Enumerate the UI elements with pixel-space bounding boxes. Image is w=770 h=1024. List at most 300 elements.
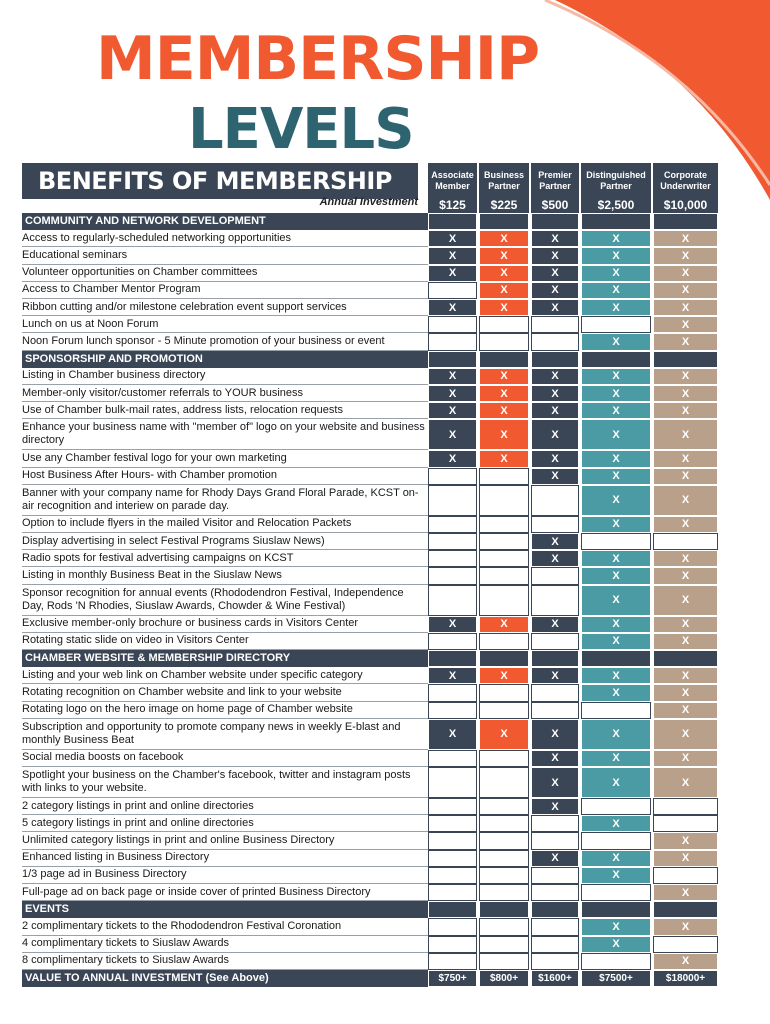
tier-price-3: $2,500 (581, 196, 651, 214)
benefit-row (22, 719, 718, 750)
mark-cell (479, 533, 529, 550)
benefit-label: 2 category listings in print and online directories (22, 798, 428, 815)
benefit-row (22, 767, 718, 798)
mark-cell: X (581, 230, 651, 247)
benefit-label: Unlimited category listings in print and online Business Directory (22, 832, 428, 849)
benefit-label: Option to include flyers in the mailed Visitor and Relocation Packets (22, 516, 428, 533)
mark-cell: X (653, 953, 718, 970)
benefit-label: Access to regularly-scheduled networking opportunities (22, 230, 428, 247)
mark-cell: X (581, 567, 651, 584)
mark-cell (428, 516, 477, 533)
benefit-row (22, 230, 718, 247)
mark-cell (653, 533, 718, 550)
mark-cell (653, 867, 718, 884)
section-cell (581, 213, 651, 230)
benefit-row (22, 316, 718, 333)
mark-cell: X (653, 884, 718, 901)
mark-cell (428, 850, 477, 867)
mark-cell: X (479, 616, 529, 633)
benefit-label: Use of Chamber bulk-mail rates, address lists, relocation requests (22, 402, 428, 419)
mark-cell: X (479, 385, 529, 402)
mark-cell (428, 936, 477, 953)
mark-cell: X (581, 719, 651, 750)
benefit-label: Use any Chamber festival logo for your own marketing (22, 450, 428, 467)
mark-cell (479, 316, 529, 333)
mark-cell (479, 918, 529, 935)
section-cell (428, 901, 477, 918)
mark-cell: X (581, 918, 651, 935)
mark-cell: X (479, 247, 529, 264)
mark-cell: X (581, 633, 651, 650)
mark-cell (531, 567, 579, 584)
title-membership: MEMBERSHIP (96, 24, 540, 94)
benefit-row (22, 385, 718, 402)
mark-cell (428, 550, 477, 567)
mark-cell: X (581, 247, 651, 264)
mark-cell (428, 832, 477, 849)
benefit-row (22, 750, 718, 767)
mark-cell: X (653, 450, 718, 467)
mark-cell (653, 815, 718, 832)
mark-cell: X (479, 265, 529, 282)
mark-cell: X (653, 832, 718, 849)
benefit-row (22, 265, 718, 282)
benefit-label: Listing and your web link on Chamber website under specific category (22, 667, 428, 684)
mark-cell: X (581, 450, 651, 467)
section-label: COMMUNITY AND NETWORK DEVELOPMENT (22, 213, 428, 230)
value-cell: $750+ (428, 970, 477, 987)
benefit-label: Sponsor recognition for annual events (Rhododendron Festival, Independence Day, Rods 'N Rhodies, Siuslaw Awards, Chowder & Wine Festival) (22, 585, 428, 616)
section-row (22, 650, 718, 667)
benefit-row (22, 533, 718, 550)
mark-cell: X (428, 450, 477, 467)
mark-cell: X (531, 750, 579, 767)
mark-cell: X (428, 247, 477, 264)
mark-cell (428, 316, 477, 333)
section-cell (653, 213, 718, 230)
benefit-row (22, 450, 718, 467)
mark-cell: X (581, 282, 651, 299)
benefit-row (22, 247, 718, 264)
mark-cell: X (428, 667, 477, 684)
mark-cell: X (581, 767, 651, 798)
mark-cell: X (581, 299, 651, 316)
section-cell (653, 650, 718, 667)
mark-cell (479, 850, 529, 867)
mark-cell (531, 684, 579, 701)
section-cell (479, 650, 529, 667)
mark-cell: X (581, 333, 651, 350)
benefit-label: Listing in Chamber business directory (22, 368, 428, 385)
mark-cell: X (581, 750, 651, 767)
mark-cell (581, 884, 651, 901)
mark-cell: X (653, 402, 718, 419)
mark-cell: X (653, 282, 718, 299)
benefit-row (22, 667, 718, 684)
mark-cell: X (479, 368, 529, 385)
mark-cell: X (653, 299, 718, 316)
mark-cell: X (581, 815, 651, 832)
mark-cell: X (653, 468, 718, 485)
section-label: CHAMBER WEBSITE & MEMBERSHIP DIRECTORY (22, 650, 428, 667)
benefit-label: Exclusive member-only brochure or business cards in Visitors Center (22, 616, 428, 633)
value-cell: $7500+ (581, 970, 651, 987)
tier-price-2: $500 (531, 196, 579, 214)
mark-cell: X (531, 247, 579, 264)
tier-header-0: Associate Member (428, 163, 477, 199)
section-cell (653, 351, 718, 368)
mark-cell: X (428, 719, 477, 750)
section-cell (428, 351, 477, 368)
benefit-label: Enhance your business name with "member of" logo on your website and business directory (22, 419, 428, 450)
mark-cell: X (653, 585, 718, 616)
mark-cell (531, 585, 579, 616)
benefit-label: Display advertising in select Festival Programs Siuslaw News) (22, 533, 428, 550)
mark-cell (479, 516, 529, 533)
mark-cell (531, 867, 579, 884)
mark-cell: X (531, 299, 579, 316)
value-cell: $800+ (479, 970, 529, 987)
mark-cell (479, 936, 529, 953)
mark-cell (428, 633, 477, 650)
benefit-row (22, 585, 718, 616)
section-cell (479, 901, 529, 918)
mark-cell (479, 684, 529, 701)
mark-cell (428, 533, 477, 550)
benefit-label: Radio spots for festival advertising campaigns on KCST (22, 550, 428, 567)
mark-cell (531, 936, 579, 953)
mark-cell: X (581, 368, 651, 385)
mark-cell: X (653, 485, 718, 516)
mark-cell (531, 832, 579, 849)
benefit-row (22, 936, 718, 953)
benefit-label: Full-page ad on back page or inside cover of printed Business Directory (22, 884, 428, 901)
mark-cell: X (531, 767, 579, 798)
mark-cell: X (581, 585, 651, 616)
mark-cell (479, 567, 529, 584)
mark-cell: X (428, 368, 477, 385)
mark-cell: X (479, 230, 529, 247)
mark-cell: X (581, 385, 651, 402)
mark-cell: X (581, 667, 651, 684)
section-cell (479, 213, 529, 230)
mark-cell: X (581, 550, 651, 567)
mark-cell: X (653, 516, 718, 533)
mark-cell (531, 333, 579, 350)
mark-cell (479, 702, 529, 719)
benefit-row (22, 368, 718, 385)
benefit-label: Social media boosts on facebook (22, 750, 428, 767)
mark-cell: X (653, 368, 718, 385)
tier-header-3: Distinguished Partner (581, 163, 651, 199)
tier-price-1: $225 (479, 196, 529, 214)
section-row (22, 213, 718, 230)
benefit-label: Banner with your company name for Rhody Days Grand Floral Parade, KCST on-air recognition and interiew on parade day. (22, 485, 428, 516)
mark-cell (479, 585, 529, 616)
mark-cell (428, 567, 477, 584)
mark-cell: X (479, 282, 529, 299)
benefit-label: Ribbon cutting and/or milestone celebration event support services (22, 299, 428, 316)
mark-cell: X (581, 265, 651, 282)
mark-cell (428, 585, 477, 616)
mark-cell (479, 550, 529, 567)
mark-cell: X (479, 450, 529, 467)
mark-cell (653, 798, 718, 815)
tier-header-2: Premier Partner (531, 163, 579, 199)
mark-cell: X (479, 299, 529, 316)
mark-cell: X (581, 516, 651, 533)
mark-cell: X (581, 616, 651, 633)
mark-cell (479, 468, 529, 485)
tier-header-1: Business Partner (479, 163, 529, 199)
mark-cell: X (581, 485, 651, 516)
mark-cell: X (653, 385, 718, 402)
benefit-row (22, 282, 718, 299)
mark-cell: X (479, 419, 529, 450)
mark-cell: X (581, 684, 651, 701)
benefit-label: Lunch on us at Noon Forum (22, 316, 428, 333)
section-cell (581, 351, 651, 368)
section-cell (581, 650, 651, 667)
benefit-row (22, 953, 718, 970)
title-levels: LEVELS (188, 97, 414, 162)
mark-cell: X (581, 936, 651, 953)
benefit-row (22, 516, 718, 533)
mark-cell: X (653, 633, 718, 650)
mark-cell: X (653, 550, 718, 567)
section-cell (531, 213, 579, 230)
mark-cell: X (531, 550, 579, 567)
annual-investment-label: Annual Investment (319, 196, 418, 208)
mark-cell (428, 282, 477, 299)
benefits-heading: BENEFITS OF MEMBERSHIP (22, 163, 418, 199)
mark-cell (479, 798, 529, 815)
mark-cell: X (581, 419, 651, 450)
mark-cell: X (653, 850, 718, 867)
mark-cell (428, 485, 477, 516)
benefit-row (22, 633, 718, 650)
benefit-row (22, 918, 718, 935)
mark-cell (479, 884, 529, 901)
mark-cell (531, 702, 579, 719)
mark-cell: X (653, 702, 718, 719)
benefit-row (22, 550, 718, 567)
section-cell (653, 901, 718, 918)
mark-cell (428, 750, 477, 767)
mark-cell (581, 316, 651, 333)
mark-cell: X (531, 719, 579, 750)
benefit-row (22, 402, 718, 419)
mark-cell: X (531, 402, 579, 419)
mark-cell (581, 953, 651, 970)
benefit-label: Noon Forum lunch sponsor - 5 Minute promotion of your business or event (22, 333, 428, 350)
mark-cell: X (428, 616, 477, 633)
section-label: SPONSORSHIP AND PROMOTION (22, 351, 428, 368)
value-row (22, 970, 718, 987)
mark-cell: X (653, 616, 718, 633)
mark-cell: X (531, 385, 579, 402)
mark-cell: X (653, 316, 718, 333)
mark-cell (428, 815, 477, 832)
mark-cell: X (428, 230, 477, 247)
benefit-label: Rotating static slide on video in Visitors Center (22, 633, 428, 650)
mark-cell: X (531, 419, 579, 450)
tier-header-4: Corporate Underwriter (653, 163, 718, 199)
mark-cell (479, 485, 529, 516)
mark-cell: X (531, 368, 579, 385)
section-cell (428, 650, 477, 667)
mark-cell (428, 884, 477, 901)
mark-cell: X (531, 667, 579, 684)
mark-cell (428, 333, 477, 350)
mark-cell: X (531, 616, 579, 633)
mark-cell: X (531, 850, 579, 867)
benefit-row (22, 850, 718, 867)
mark-cell: X (581, 867, 651, 884)
benefit-row (22, 616, 718, 633)
mark-cell: X (653, 265, 718, 282)
section-label: VALUE TO ANNUAL INVESTMENT (See Above) (22, 970, 428, 987)
mark-cell: X (479, 719, 529, 750)
benefit-label: 5 category listings in print and online directories (22, 815, 428, 832)
mark-cell (428, 867, 477, 884)
benefit-row (22, 333, 718, 350)
mark-cell (428, 684, 477, 701)
section-cell (581, 901, 651, 918)
mark-cell (531, 516, 579, 533)
mark-cell (479, 815, 529, 832)
benefit-label: 2 complimentary tickets to the Rhododendron Festival Coronation (22, 918, 428, 935)
mark-cell: X (653, 719, 718, 750)
mark-cell: X (653, 667, 718, 684)
benefit-label: 1/3 page ad in Business Directory (22, 867, 428, 884)
mark-cell: X (428, 402, 477, 419)
mark-cell: X (531, 533, 579, 550)
benefit-label: Rotating logo on the hero image on home page of Chamber website (22, 702, 428, 719)
benefit-row (22, 468, 718, 485)
mark-cell: X (531, 450, 579, 467)
mark-cell: X (428, 385, 477, 402)
benefit-row (22, 798, 718, 815)
benefit-row (22, 884, 718, 901)
mark-cell: X (428, 419, 477, 450)
mark-cell: X (531, 230, 579, 247)
mark-cell: X (479, 667, 529, 684)
benefit-row (22, 419, 718, 450)
benefit-label: Subscription and opportunity to promote company news in weekly E-blast and monthly Business Beat (22, 719, 428, 750)
benefit-label: Educational seminars (22, 247, 428, 264)
mark-cell (581, 533, 651, 550)
benefit-label: Listing in monthly Business Beat in the Siuslaw News (22, 567, 428, 584)
tier-price-0: $125 (428, 196, 477, 214)
benefit-label: 4 complimentary tickets to Siuslaw Awards (22, 936, 428, 953)
mark-cell (428, 702, 477, 719)
benefit-label: Access to Chamber Mentor Program (22, 282, 428, 299)
mark-cell: X (531, 265, 579, 282)
benefit-row (22, 485, 718, 516)
benefit-row (22, 867, 718, 884)
benefit-row (22, 684, 718, 701)
mark-cell (581, 702, 651, 719)
mark-cell (531, 633, 579, 650)
tier-price-4: $10,000 (653, 196, 718, 214)
mark-cell (531, 884, 579, 901)
benefit-label: Volunteer opportunities on Chamber committees (22, 265, 428, 282)
mark-cell: X (531, 798, 579, 815)
benefit-row (22, 702, 718, 719)
mark-cell (479, 333, 529, 350)
mark-cell: X (428, 299, 477, 316)
mark-cell (479, 867, 529, 884)
mark-cell (479, 633, 529, 650)
mark-cell: X (653, 918, 718, 935)
benefit-row (22, 567, 718, 584)
mark-cell: X (581, 468, 651, 485)
benefit-label: Host Business After Hours- with Chamber promotion (22, 468, 428, 485)
mark-cell (531, 953, 579, 970)
mark-cell: X (531, 468, 579, 485)
mark-cell: X (653, 247, 718, 264)
benefit-label: Enhanced listing in Business Directory (22, 850, 428, 867)
mark-cell (581, 832, 651, 849)
benefit-label: Rotating recognition on Chamber website and link to your website (22, 684, 428, 701)
section-row (22, 901, 718, 918)
mark-cell: X (653, 567, 718, 584)
mark-cell (653, 936, 718, 953)
section-cell (428, 213, 477, 230)
mark-cell: X (653, 767, 718, 798)
mark-cell: X (531, 282, 579, 299)
benefit-row (22, 815, 718, 832)
mark-cell (531, 316, 579, 333)
mark-cell (428, 918, 477, 935)
benefit-row (22, 832, 718, 849)
mark-cell: X (428, 265, 477, 282)
mark-cell: X (653, 750, 718, 767)
mark-cell (479, 767, 529, 798)
section-row (22, 351, 718, 368)
benefit-label: Member-only visitor/customer referrals to YOUR business (22, 385, 428, 402)
mark-cell (428, 798, 477, 815)
benefit-row (22, 299, 718, 316)
value-cell: $1600+ (531, 970, 579, 987)
section-cell (531, 351, 579, 368)
mark-cell (428, 953, 477, 970)
mark-cell: X (581, 850, 651, 867)
mark-cell: X (653, 230, 718, 247)
mark-cell (479, 953, 529, 970)
mark-cell: X (581, 402, 651, 419)
benefit-label: Spotlight your business on the Chamber's facebook, twitter and instagram posts with links to your website. (22, 767, 428, 798)
mark-cell: X (479, 402, 529, 419)
mark-cell (531, 485, 579, 516)
section-label: EVENTS (22, 901, 428, 918)
mark-cell (531, 918, 579, 935)
mark-cell (428, 468, 477, 485)
mark-cell (581, 798, 651, 815)
mark-cell: X (653, 684, 718, 701)
mark-cell (531, 815, 579, 832)
mark-cell (479, 750, 529, 767)
benefit-label: 8 complimentary tickets to Siuslaw Awards (22, 953, 428, 970)
mark-cell: X (653, 419, 718, 450)
value-cell: $18000+ (653, 970, 718, 987)
section-cell (531, 901, 579, 918)
section-cell (479, 351, 529, 368)
mark-cell (428, 767, 477, 798)
mark-cell: X (653, 333, 718, 350)
section-cell (531, 650, 579, 667)
